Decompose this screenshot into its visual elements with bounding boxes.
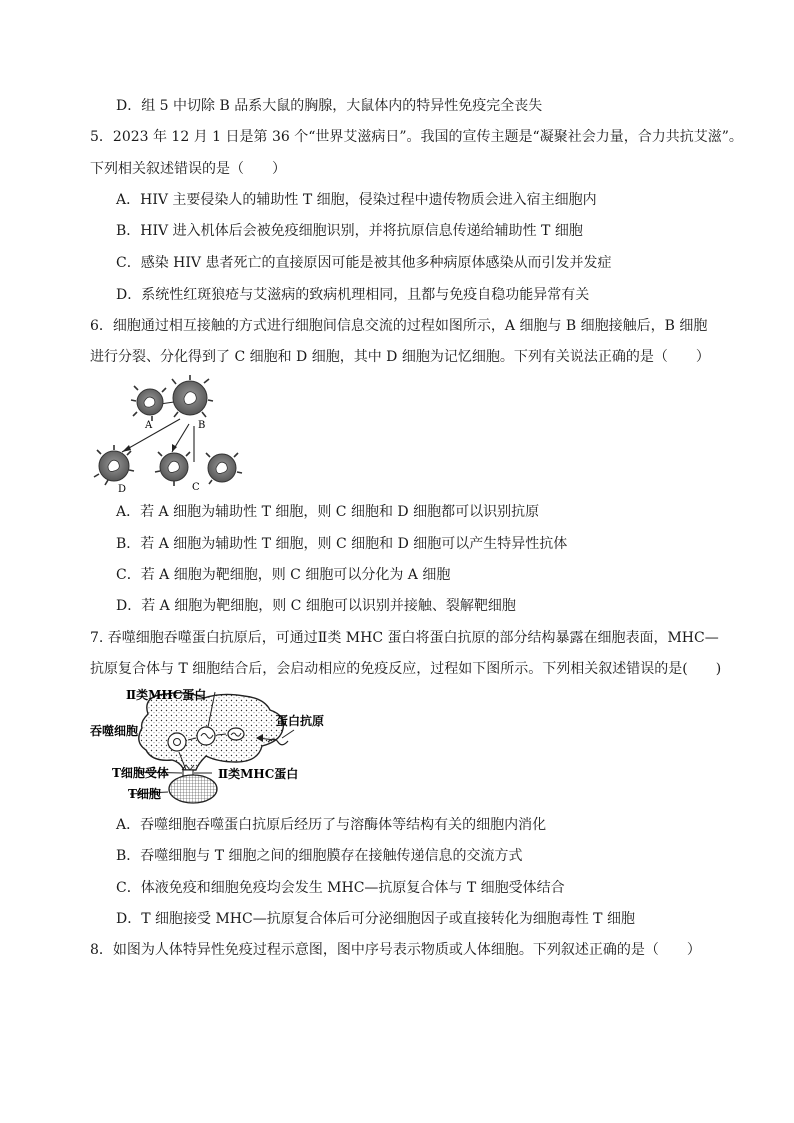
q6-cell-middle xyxy=(155,452,190,486)
q4-option-d: D．组 5 中切除 B 品系大鼠的胸腺，大鼠体内的特异性免疫完全丧失 xyxy=(116,98,543,114)
q6-option-b: B．若 A 细胞为辅助性 T 细胞，则 C 细胞和 D 细胞可以产生特异性抗体 xyxy=(116,536,568,552)
q6-option-c: C．若 A 细胞为靶细胞，则 C 细胞可以分化为 A 细胞 xyxy=(116,567,451,583)
q6-label-b: B xyxy=(198,420,206,431)
t-cell xyxy=(169,775,217,803)
q7-label-mhc-bottom: Ⅱ类MHC蛋白 xyxy=(218,767,299,781)
q7-label-phagocyte: 吞噬细胞 xyxy=(90,724,139,738)
q6-cell-d xyxy=(94,445,134,485)
q8-stem-line1: 8．如图为人体特异性免疫过程示意图，图中序号表示物质或人体细胞。下列叙述正确的是（ ） xyxy=(90,942,701,958)
q6-stem-line2: 进行分裂、分化得到了 C 细胞和 D 细胞，其中 D 细胞为记忆细胞。下列有关说法正确的是（ ） xyxy=(90,349,710,365)
q6-cell-a xyxy=(131,386,166,421)
q7-label-tcr: T细胞受体 xyxy=(112,766,169,780)
q6-option-a: A．若 A 细胞为辅助性 T 细胞，则 C 细胞和 D 细胞都可以识别抗原 xyxy=(116,504,540,520)
q7-stem-line1: 7. 吞噬细胞吞噬蛋白抗原后，可通过Ⅱ类 MHC 蛋白将蛋白抗原的部分结构暴露在细胞表面，MHC— xyxy=(90,630,719,646)
q7-label-mhc-top: Ⅱ类MHC蛋白 xyxy=(126,688,207,702)
q7-label-antigen: 蛋白抗原 xyxy=(276,714,325,728)
q7-option-c: C．体液免疫和细胞免疫均会发生 MHC—抗原复合体与 T 细胞受体结合 xyxy=(116,880,565,896)
q7-option-b: B．吞噬细胞与 T 细胞之间的细胞膜存在接触传递信息的交流方式 xyxy=(116,848,523,864)
q5-stem-line1: 5．2023 年 12 月 1 日是第 36 个“世界艾滋病日”。我国的宣传主题是“凝聚社会力量，合力共抗艾滋”。 xyxy=(90,129,743,145)
q6-cell-b xyxy=(172,375,213,417)
q7-label-tcell: T细胞 xyxy=(128,787,161,801)
q6-stem-line1: 6．细胞通过相互接触的方式进行细胞间信息交流的过程如图所示，A 细胞与 B 细胞接触后，B 细胞 xyxy=(90,318,708,334)
q5-stem-line2: 下列相关叙述错误的是（ ） xyxy=(90,161,286,177)
q7-option-d: D．T 细胞接受 MHC—抗原复合体后可分泌细胞因子或直接转化为细胞毒性 T 细胞 xyxy=(116,911,635,927)
q7-stem-line2: 抗原复合体与 T 细胞结合后，会启动相应的免疫反应，过程如下图所示。下列相关叙述错误的是( ) xyxy=(90,661,722,677)
q6-label-a: A xyxy=(145,420,153,431)
q5-option-b: B．HIV 进入机体后会被免疫细胞识别，并将抗原信息传递给辅助性 T 细胞 xyxy=(116,223,583,239)
q5-option-a: A．HIV 主要侵染人的辅助性 T 细胞，侵染过程中遗传物质会进入宿主细胞内 xyxy=(116,192,597,208)
q6-cell-c xyxy=(206,453,242,484)
q5-option-c: C．感染 HIV 患者死亡的直接原因可能是被其他多种病原体感染从而引发并发症 xyxy=(116,255,612,271)
q7-option-a: A．吞噬细胞吞噬蛋白抗原后经历了与溶酶体等结构有关的细胞内消化 xyxy=(116,817,547,833)
q6-label-c: C xyxy=(192,482,200,493)
q6-label-d: D xyxy=(118,484,127,495)
q6-cell-figure xyxy=(92,374,252,500)
q7-phagocyte-figure xyxy=(90,684,370,806)
q6-option-d: D．若 A 细胞为靶细胞，则 C 细胞可以识别并接触、裂解靶细胞 xyxy=(116,598,516,614)
q5-option-d: D．系统性红斑狼疮与艾滋病的致病机理相同，且都与免疫自稳功能异常有关 xyxy=(116,287,590,303)
